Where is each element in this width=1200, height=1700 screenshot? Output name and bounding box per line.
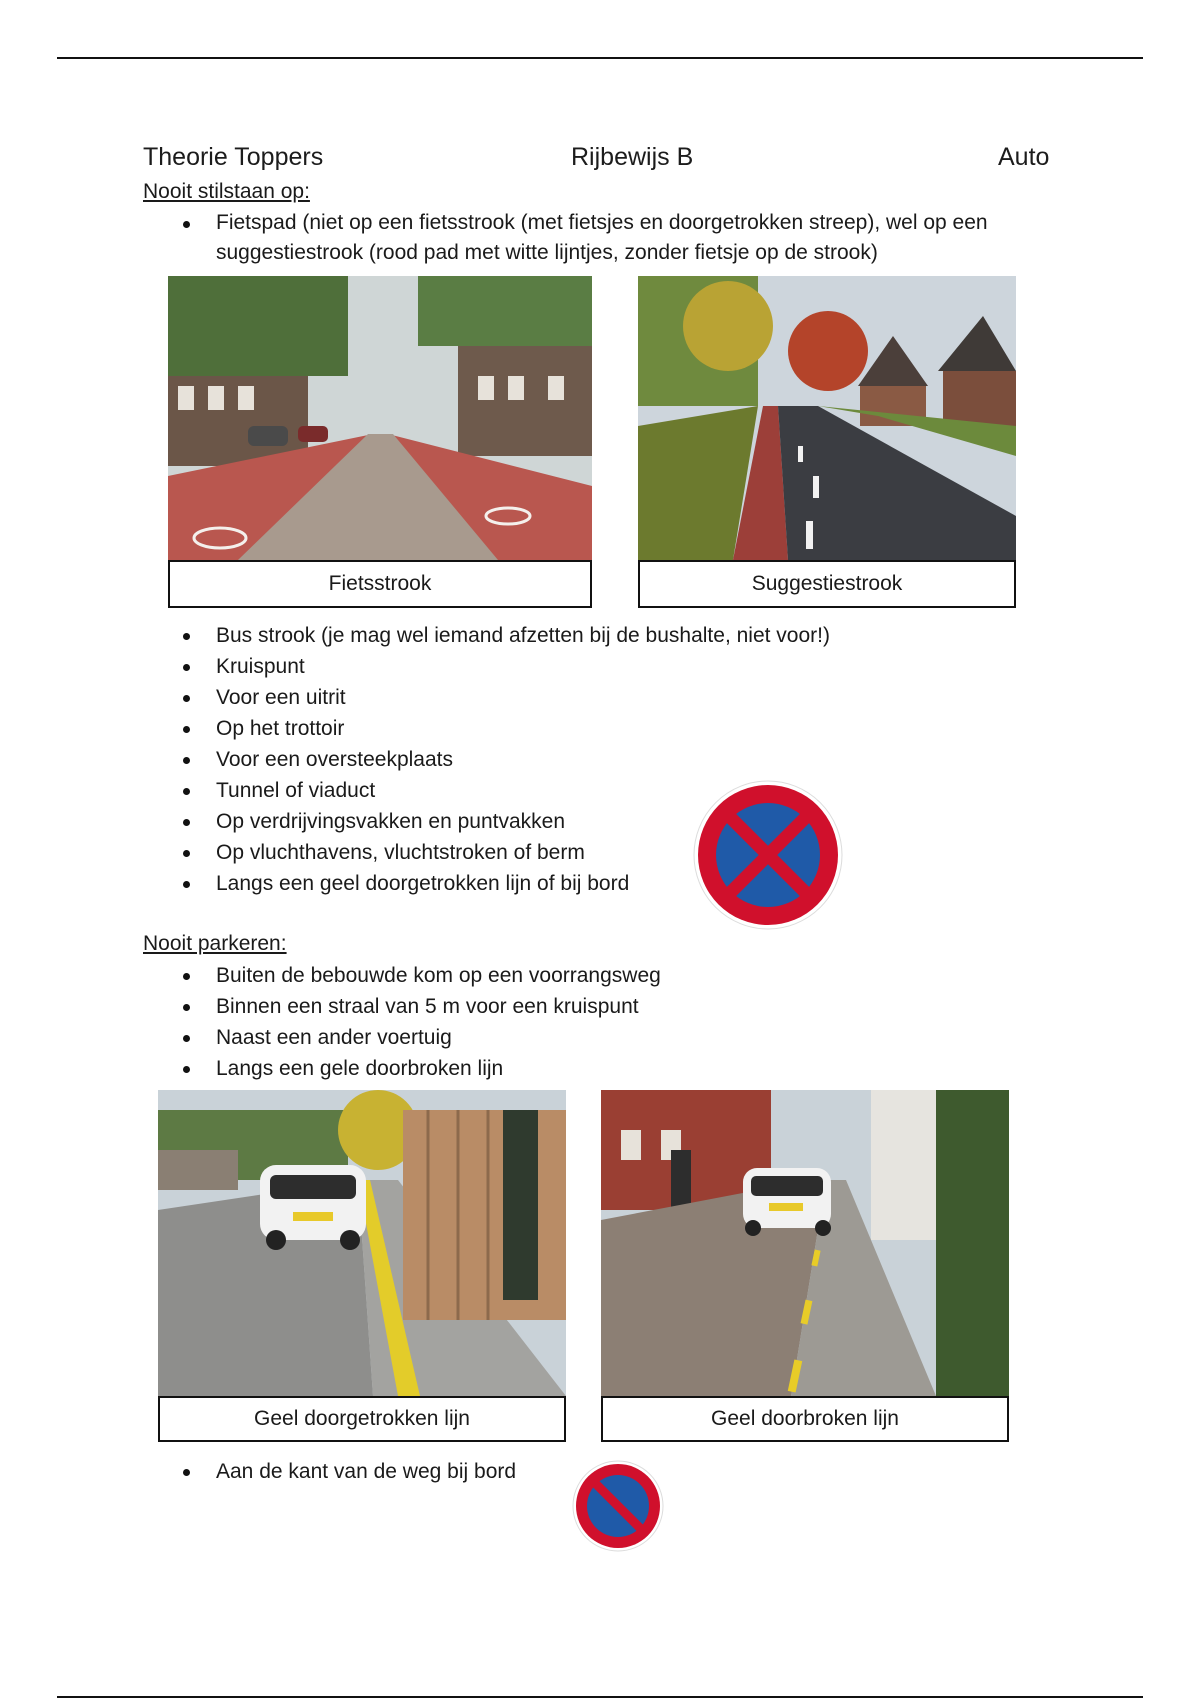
stilstaan-intro-list [170,208,1086,268]
caption-geel-doorbroken: Geel doorbroken lijn [601,1396,1009,1442]
list-item: Langs een gele doorbroken lijn [170,1053,661,1084]
header-left: Theorie Toppers [143,143,324,171]
list-item: Op het trottoir [170,713,830,744]
parkeren-last-list [170,1456,516,1487]
suggestion-lane-photo [638,276,1016,560]
list-item: Kruispunt [170,651,830,682]
bottom-rule [57,1696,1143,1698]
bike-lane-photo [168,276,592,560]
broken-yellow-line-photo [601,1090,1009,1396]
list-item: Fietspad (niet op een fietsstrook (met fietsjes en doorgetrokken streep), wel op een suggestiestrook (rood pad met witte lijntjes, zonder fietsje op de strook) [170,208,1086,268]
header-center: Rijbewijs B [571,143,694,171]
solid-yellow-line-photo [158,1090,566,1396]
caption-geel-doorgetrokken: Geel doorgetrokken lijn [158,1396,566,1442]
top-rule [57,57,1143,59]
list-item: Voor een oversteekplaats [170,744,830,775]
list-item: Naast een ander voertuig [170,1022,661,1053]
list-item: Buiten de bebouwde kom op een voorrangsweg [170,960,661,991]
no-parking-sign-icon [572,1460,664,1552]
list-item: Aan de kant van de weg bij bord [170,1456,516,1487]
caption-suggestiestrook: Suggestiestrook [638,560,1016,608]
list-item: Op verdrijvingsvakken en puntvakken [170,806,830,837]
parkeren-list [170,960,661,1084]
list-item: Voor een uitrit [170,682,830,713]
list-item: Bus strook (je mag wel iemand afzetten bij de bushalte, niet voor!) [170,620,830,651]
no-stopping-sign-icon [693,780,843,930]
section-title-parkeren: Nooit parkeren: [143,932,287,955]
list-item: Op vluchthavens, vluchtstroken of berm [170,837,830,868]
list-item: Binnen een straal van 5 m voor een kruispunt [170,991,661,1022]
section-title-stilstaan: Nooit stilstaan op: [143,180,310,203]
header-right: Auto [998,143,1050,171]
caption-fietsstrook: Fietsstrook [168,560,592,608]
list-item: Langs een geel doorgetrokken lijn of bij bord [170,868,830,899]
list-item: Tunnel of viaduct [170,775,830,806]
